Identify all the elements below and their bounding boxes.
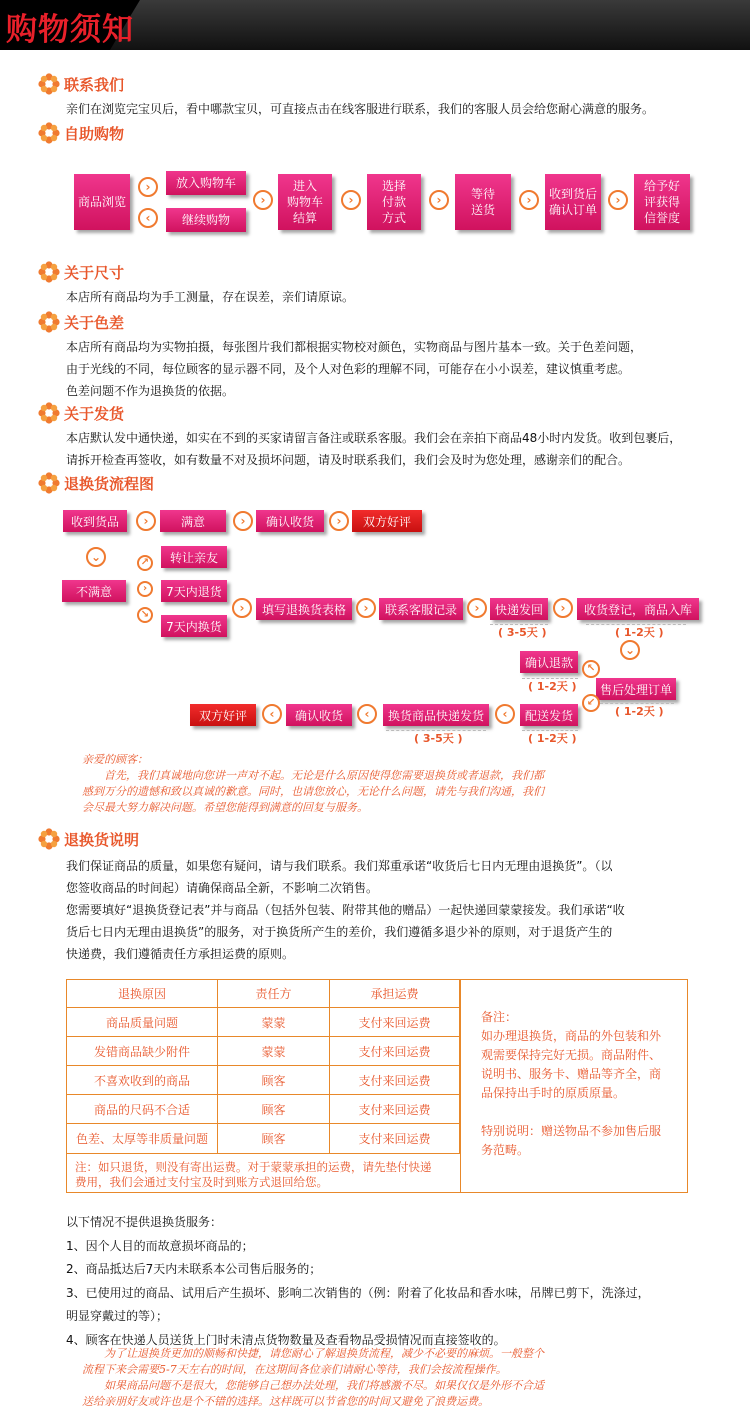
section-title: 退换货说明 [64,830,140,849]
table-header: 承担运费 [330,980,460,1008]
note-line: 如果商品问题不是很大，您能够自己想办法处理，我们将感激不尽。如果仅仅是外形不合适 [82,1379,544,1392]
table-header: 责任方 [218,980,330,1008]
flow-confirm-order [545,174,601,230]
section-size-heading [38,260,124,284]
days-label: ( 3-5天 ) [498,626,547,639]
text-line: 本店所有商品均为实物拍摄，每张图片我们都根据实物校对颜色，实物商品与图片基本一致。关于色差问题， [66,340,643,354]
flow-payment [367,174,421,230]
flow-exchange-express: 换货商品快递发货 [383,704,489,726]
arrow-left-icon: ‹ [357,704,377,724]
table-cell: 支付来回运费 [330,1008,460,1037]
text-line: 色差问题不作为退换货的依据。 [66,384,235,398]
flow-after-sales: 售后处理订单 [596,678,676,700]
arrow-right-icon: › [232,598,252,618]
arrow-left-icon: ‹ [138,208,158,228]
flower-icon [38,311,60,333]
section-title: 退换货流程图 [64,474,155,493]
text-line: 您签收商品的时间起）请确保商品全新，不影响二次销售。 [66,881,379,895]
header-decoration [110,0,750,50]
arrow-right-icon: › [329,511,349,531]
flow-text: 购物车 [286,195,323,209]
note-line: 流程下来会需要5-7天左右的时间，在这期间各位亲们请耐心等待，我们会按流程操作。 [82,1363,507,1376]
arrow-right-icon: › [356,598,376,618]
table-cell: 商品质量问题 [67,1008,218,1037]
note-line: 首先，我们真诚地向您讲一声对不起。无论是什么原因使得您需要退换货或者退款，我们都 [82,769,544,782]
arrow-right-icon: › [519,190,539,210]
flower-icon [38,73,60,95]
list-item: 2、商品抵达后7天内未联系本公司售后服务的； [66,1262,322,1276]
arrow-up-right-icon: ↗ [137,555,153,571]
days-label: ( 3-5天 ) [414,732,463,745]
section-color-heading [38,310,124,334]
flower-icon [38,402,60,424]
page-title: 购物须知 [6,12,134,48]
flower-icon [38,122,60,144]
flow-mutual-praise-2: 双方好评 [190,704,256,726]
arrow-right-icon: › [429,190,449,210]
list-item: 1、因个人目的而故意损坏商品的； [66,1238,254,1253]
remark-line: 观需要保持完好无损。商品附件、 [481,1048,662,1062]
section-title: 关于发货 [64,404,125,423]
flow-wait-delivery [455,174,511,230]
flow-text: 等待 [470,187,495,201]
arrow-down-right-icon: ↘ [137,607,153,623]
contact-text: 亲们在浏览完宝贝后，看中哪款宝贝，可直接点击在线客服进行联系，我们的客服人员会给您耐心满意的服务。 [66,102,655,116]
flow-text: 方式 [381,211,406,225]
flow-text: 付款 [381,195,406,209]
arrow-right-icon: › [253,190,273,210]
flow-confirm-refund: 确认退款 [520,651,578,673]
list-item: 明显穿戴过的等）； [66,1309,169,1323]
table-cell: 色差、太厚等非质量问题 [67,1124,218,1154]
table-cell: 支付来回运费 [330,1095,460,1124]
closing-note [82,1346,682,1410]
flow-text: 确认订单 [548,203,597,217]
arrow-right-icon: › [553,598,573,618]
return-policy-table [66,979,688,1193]
flow-confirm-receipt: 确认收货 [256,510,324,532]
days-label: ( 1-2天 ) [528,680,577,693]
note-line: 会尽最大努力解决问题。希望您能得到满意的回复与服务。 [82,801,368,814]
table-cell: 顾客 [218,1095,330,1124]
days-label: ( 1-2天 ) [528,732,577,745]
table-cell: 蒙蒙 [218,1008,330,1037]
arrow-right-icon: › [341,190,361,210]
apology-note [82,752,682,816]
flower-icon [38,828,60,850]
flow-text: 收到货后 [548,187,597,201]
flow-satisfied: 满意 [160,510,226,532]
text-line: 我们保证商品的质量，如果您有疑问，请与我们联系。我们郑重承诺“收货后七日内无理由退换货”。（以 [66,859,613,873]
flow-add-cart: 放入购物车 [166,171,246,195]
table-footnote [75,1160,455,1190]
flow-text: 信誉度 [643,211,680,225]
remark-line: 特别说明：赠送物品不参加售后服 [481,1124,662,1138]
table-cell: 蒙蒙 [218,1037,330,1066]
flower-icon [38,261,60,283]
flow-return-7days: 7天内退货 [161,580,227,602]
flow-register-stock: 收货登记，商品入库 [577,598,699,620]
exclusions-title: 以下情况不提供退换货服务： [66,1215,223,1229]
table-cell: 顾客 [218,1066,330,1095]
note-line: 送给亲朋好友或许也是个不错的选择。这样既可以节省您的时间又避免了浪费运费。 [82,1395,489,1408]
list-item: 3、已使用过的商品、试用后产生损坏、影响二次销售的（例：附着了化妆品和香水味，吊牌已剪下，洗涤过， [66,1285,650,1300]
flow-text: 送货 [470,203,495,217]
arrow-right-icon: › [137,581,153,597]
flow-text: 选择 [381,179,406,193]
arrow-right-icon: › [608,190,628,210]
size-text: 本店所有商品均为手工测量，存在误差，亲们请原谅。 [66,290,355,304]
table-cell: 发错商品缺少附件 [67,1037,218,1066]
table-cell: 商品的尺码不合适 [67,1095,218,1124]
arrow-down-icon: ⌄ [86,547,106,567]
flow-text: 评获得 [643,195,680,209]
table-divider [460,980,461,1192]
arrow-right-icon: › [136,511,156,531]
section-title: 关于色差 [64,313,125,332]
table-cell: 支付来回运费 [330,1037,460,1066]
flow-text: 给予好 [643,179,680,193]
table-cell: 不喜欢收到的商品 [67,1066,218,1095]
remark-line: 务范畴。 [481,1143,530,1157]
section-title: 联系我们 [64,75,125,94]
arrow-right-icon: › [138,177,158,197]
arrow-right-icon: › [467,598,487,618]
flow-text: 结算 [292,211,317,225]
text-line: 本店默认发中通快递，如实在不到的买家请留言备注或联系客服。我们会在亲拍下商品48小时内发货。收到包裹后， [66,431,682,445]
section-return-desc-heading [38,827,139,851]
section-contact-heading [38,72,124,96]
text-line: 快递费，我们遵循责任方承担运费的原则。 [66,947,295,961]
exclusions-list [66,1211,650,1352]
text-line: 由于光线的不同，每位顾客的显示器不同，及个人对色彩的理解不同，可能存在小小误差，建议慎重考虑。 [66,362,631,376]
section-return-flow-heading [38,471,154,495]
days-label: ( 1-2天 ) [615,626,664,639]
flow-unsatisfied: 不满意 [62,580,126,602]
text-line: 请拆开检查再签收，如有数量不对及损坏问题，请及时联系我们，我们会及时为您处理，感谢亲们的配合。 [66,453,631,467]
arrow-left-icon: ‹ [262,704,282,724]
section-shipping-heading [38,401,124,425]
section-self-shop-heading [38,121,124,145]
flow-confirm-receipt-2: 确认收货 [286,704,352,726]
table-remarks [481,1008,677,1160]
table-header: 退换原因 [67,980,218,1008]
arrow-down-icon: ⌄ [620,640,640,660]
arrow-left-icon: ‹ [495,704,515,724]
note-greeting: 亲爱的顾客： [82,753,148,766]
flow-transfer-friend: 转让亲友 [161,546,227,568]
arrow-up-left-icon: ↖ [582,660,600,678]
table-cell: 顾客 [218,1124,330,1154]
table-cell: 支付来回运费 [330,1066,460,1095]
flow-checkout [278,174,332,230]
flow-browse: 商品浏览 [74,174,130,230]
note-line: 感到万分的遗憾和致以真诚的歉意。同时，也请您放心，无论什么问题，请先与我们沟通，我们 [82,785,544,798]
list-item: 4、顾客在快递人员送货上门时未清点货物数量及查看物品受损情况而直接签收的。 [66,1332,506,1347]
footnote-line: 费用，我们会通过支付宝及时到账方式退回给您。 [75,1175,328,1189]
flow-contact-cs: 联系客服记录 [379,598,463,620]
color-text [66,336,642,402]
remark-line: 如办理退换货，商品的外包装和外 [481,1029,662,1043]
arrow-right-icon: › [233,511,253,531]
flow-continue-shopping: 继续购物 [166,208,246,232]
flow-exchange-7days: 7天内换货 [161,615,227,637]
flow-express-back: 快递发回 [490,598,548,620]
arrow-down-left-icon: ↙ [582,694,600,712]
flow-mutual-praise: 双方好评 [352,510,422,532]
text-line: 您需要填好“退换货登记表”并与商品（包括外包装、附带其他的赠品）一起快递回蒙蒙接发。我们承诺“收 [66,903,625,917]
note-line: 为了让退换货更加的顺畅和快捷，请您耐心了解退换货流程，减少不必要的麻烦。一般整个 [82,1347,544,1360]
return-desc-text [66,855,625,965]
section-title: 自助购物 [64,124,125,143]
flow-fill-form: 填写退换货表格 [256,598,352,620]
footnote-line: 注：如只退货，则没有寄出运费。对于蒙蒙承担的运费，请先垫付快递 [75,1160,432,1174]
days-label: ( 1-2天 ) [615,705,664,718]
remark-spacer [481,1103,677,1122]
text-line: 货后七日内无理由退换货”的服务，对于换货所产生的差价，我们遵循多退少补的原则，对于退货产生的 [66,925,613,939]
section-title: 关于尺寸 [64,263,125,282]
shipping-text [66,427,681,471]
flower-icon [38,472,60,494]
table-cell: 支付来回运费 [330,1124,460,1154]
flow-text: 进入 [292,179,317,193]
remark-line: 品保持出手时的原质原量。 [481,1086,626,1100]
flow-receive: 收到货品 [63,510,127,532]
flow-deliver: 配送发货 [520,704,578,726]
remark-line: 备注： [481,1010,518,1024]
flow-review [634,174,690,230]
page-header [0,0,750,50]
remark-line: 说明书、服务卡、赠品等齐全，商 [481,1067,662,1081]
